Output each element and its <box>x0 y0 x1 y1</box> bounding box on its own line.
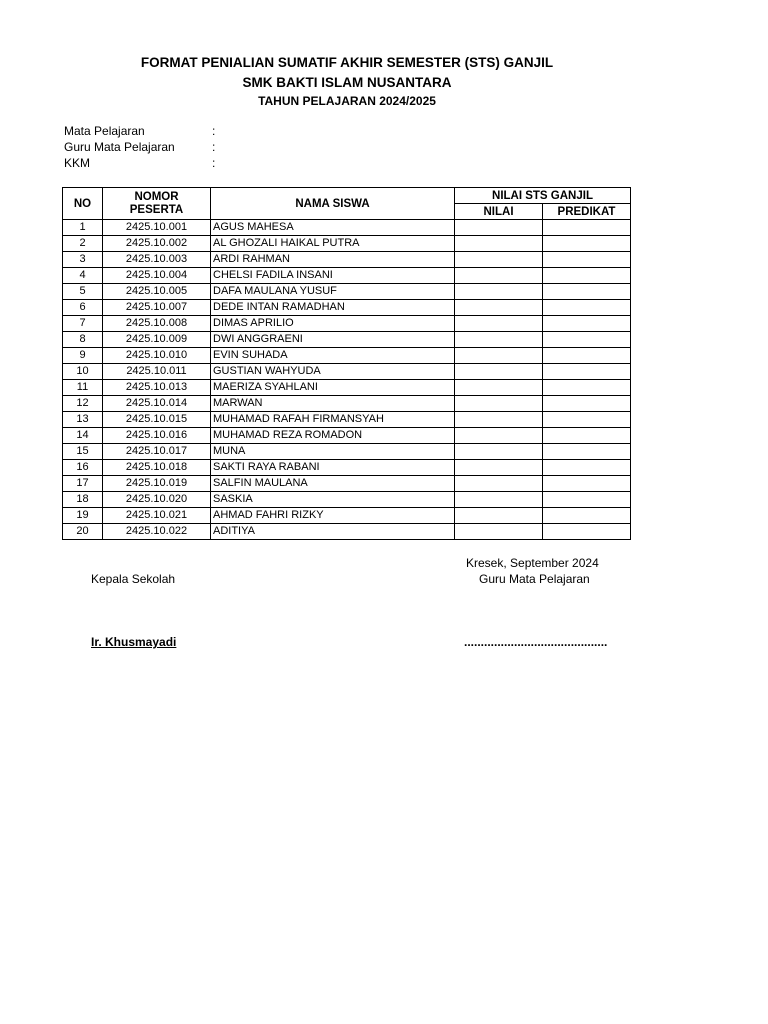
headmaster-name: Ir. Khusmayadi <box>91 635 177 649</box>
row-predikat <box>543 252 631 268</box>
row-no: 19 <box>63 508 103 524</box>
row-predikat <box>543 492 631 508</box>
table-row <box>63 412 631 428</box>
row-nama-siswa: DAFA MAULANA YUSUF <box>211 284 455 300</box>
row-nama-siswa: DIMAS APRILIO <box>211 316 455 332</box>
subject-colon: : <box>212 124 216 138</box>
kkm-colon: : <box>212 156 216 170</box>
row-nilai <box>455 412 543 428</box>
row-nama-siswa: SASKIA <box>211 492 455 508</box>
row-nama-siswa: ARDI RAHMAN <box>211 252 455 268</box>
row-nomor-peserta: 2425.10.001 <box>103 220 211 236</box>
teacher-signature-line: ........................................... <box>464 635 608 649</box>
row-predikat <box>543 524 631 540</box>
row-predikat <box>543 364 631 380</box>
row-nama-siswa: DEDE INTAN RAMADHAN <box>211 300 455 316</box>
table-row <box>63 492 631 508</box>
row-no: 14 <box>63 428 103 444</box>
row-no: 8 <box>63 332 103 348</box>
school-name: SMK BAKTI ISLAM NUSANTARA <box>242 75 452 90</box>
row-nama-siswa: ADITIYA <box>211 524 455 540</box>
teacher-colon: : <box>212 140 216 154</box>
table-row <box>63 348 631 364</box>
row-no: 1 <box>63 220 103 236</box>
row-nilai <box>455 284 543 300</box>
row-predikat <box>543 476 631 492</box>
document-title: FORMAT PENIALIAN SUMATIF AKHIR SEMESTER (STS) GANJIL <box>140 55 554 70</box>
row-nilai <box>455 524 543 540</box>
table-row <box>63 364 631 380</box>
place-date: Kresek, September 2024 <box>466 556 599 570</box>
row-nilai <box>455 332 543 348</box>
table-row <box>63 236 631 252</box>
row-nomor-peserta: 2425.10.015 <box>103 412 211 428</box>
row-nama-siswa: GUSTIAN WAHYUDA <box>211 364 455 380</box>
row-nilai <box>455 364 543 380</box>
row-nama-siswa: DWI ANGGRAENI <box>211 332 455 348</box>
row-nilai <box>455 236 543 252</box>
row-no: 11 <box>63 380 103 396</box>
row-nilai <box>455 396 543 412</box>
row-nama-siswa: AL GHOZALI HAIKAL PUTRA <box>211 236 455 252</box>
row-predikat <box>543 412 631 428</box>
row-no: 7 <box>63 316 103 332</box>
row-nilai <box>455 492 543 508</box>
kkm-label: KKM <box>64 156 91 170</box>
subject-label: Mata Pelajaran <box>64 124 145 138</box>
row-no: 2 <box>63 236 103 252</box>
row-no: 15 <box>63 444 103 460</box>
row-nama-siswa: SAKTI RAYA RABANI <box>211 460 455 476</box>
row-no: 20 <box>63 524 103 540</box>
row-nomor-peserta: 2425.10.021 <box>103 508 211 524</box>
row-nilai <box>455 316 543 332</box>
row-no: 6 <box>63 300 103 316</box>
row-nama-siswa: AHMAD FAHRI RIZKY <box>211 508 455 524</box>
grades-table <box>62 187 631 540</box>
info-teacher <box>64 140 215 154</box>
row-nomor-peserta: 2425.10.019 <box>103 476 211 492</box>
row-no: 3 <box>63 252 103 268</box>
row-nama-siswa: MUHAMAD RAFAH FIRMANSYAH <box>211 412 455 428</box>
row-no: 18 <box>63 492 103 508</box>
row-nomor-peserta: 2425.10.010 <box>103 348 211 364</box>
row-nama-siswa: MUNA <box>211 444 455 460</box>
row-nomor-peserta: 2425.10.022 <box>103 524 211 540</box>
header-nama-siswa: NAMA SISWA <box>211 188 455 220</box>
teacher-signature-label: Guru Mata Pelajaran <box>479 572 590 586</box>
row-no: 5 <box>63 284 103 300</box>
header-nilai: NILAI <box>455 204 543 220</box>
row-nilai <box>455 428 543 444</box>
academic-year: TAHUN PELAJARAN 2024/2025 <box>258 94 436 108</box>
row-predikat <box>543 220 631 236</box>
row-nomor-peserta: 2425.10.011 <box>103 364 211 380</box>
row-nilai <box>455 252 543 268</box>
row-nilai <box>455 444 543 460</box>
row-nilai <box>455 268 543 284</box>
row-predikat <box>543 428 631 444</box>
row-nomor-peserta: 2425.10.004 <box>103 268 211 284</box>
table-row <box>63 428 631 444</box>
row-nama-siswa: AGUS MAHESA <box>211 220 455 236</box>
row-no: 12 <box>63 396 103 412</box>
row-nilai <box>455 348 543 364</box>
row-nama-siswa: MARWAN <box>211 396 455 412</box>
row-predikat <box>543 444 631 460</box>
header-predikat: PREDIKAT <box>543 204 631 220</box>
row-nama-siswa: SALFIN MAULANA <box>211 476 455 492</box>
row-no: 9 <box>63 348 103 364</box>
row-nomor-peserta: 2425.10.016 <box>103 428 211 444</box>
row-nomor-peserta: 2425.10.003 <box>103 252 211 268</box>
row-nama-siswa: MUHAMAD REZA ROMADON <box>211 428 455 444</box>
row-no: 17 <box>63 476 103 492</box>
row-nilai <box>455 380 543 396</box>
header-nilai-group: NILAI STS GANJIL <box>455 188 631 204</box>
header-no: NO <box>63 188 103 220</box>
row-nomor-peserta: 2425.10.017 <box>103 444 211 460</box>
row-nomor-peserta: 2425.10.007 <box>103 300 211 316</box>
table-row <box>63 252 631 268</box>
row-nomor-peserta: 2425.10.014 <box>103 396 211 412</box>
row-no: 16 <box>63 460 103 476</box>
table-row <box>63 476 631 492</box>
row-predikat <box>543 332 631 348</box>
row-nomor-peserta: 2425.10.008 <box>103 316 211 332</box>
row-nama-siswa: MAERIZA SYAHLANI <box>211 380 455 396</box>
row-nomor-peserta: 2425.10.002 <box>103 236 211 252</box>
table-row <box>63 300 631 316</box>
row-predikat <box>543 348 631 364</box>
row-predikat <box>543 316 631 332</box>
row-nomor-peserta: 2425.10.009 <box>103 332 211 348</box>
row-nilai <box>455 508 543 524</box>
table-row <box>63 284 631 300</box>
headmaster-label: Kepala Sekolah <box>91 572 176 586</box>
table-row <box>63 396 631 412</box>
table-row <box>63 332 631 348</box>
row-nilai <box>455 460 543 476</box>
row-no: 10 <box>63 364 103 380</box>
table-row <box>63 524 631 540</box>
row-predikat <box>543 380 631 396</box>
row-no: 13 <box>63 412 103 428</box>
row-predikat <box>543 396 631 412</box>
table-row <box>63 220 631 236</box>
teacher-label: Guru Mata Pelajaran <box>64 140 175 154</box>
row-nilai <box>455 300 543 316</box>
table-row <box>63 268 631 284</box>
row-nilai <box>455 220 543 236</box>
row-no: 4 <box>63 268 103 284</box>
row-predikat <box>543 300 631 316</box>
row-nilai <box>455 476 543 492</box>
row-predikat <box>543 236 631 252</box>
header-nomor-peserta <box>103 188 211 220</box>
row-nomor-peserta: 2425.10.020 <box>103 492 211 508</box>
table-row <box>63 444 631 460</box>
row-predikat <box>543 508 631 524</box>
row-nomor-peserta: 2425.10.018 <box>103 460 211 476</box>
info-subject <box>64 124 215 138</box>
table-row <box>63 508 631 524</box>
row-nomor-peserta: 2425.10.013 <box>103 380 211 396</box>
table-row <box>63 460 631 476</box>
header-nomor-peserta-text: NOMOR PESERTA <box>129 190 184 216</box>
table-row <box>63 316 631 332</box>
table-row <box>63 380 631 396</box>
row-nama-siswa: EVIN SUHADA <box>211 348 455 364</box>
row-predikat <box>543 460 631 476</box>
info-kkm <box>64 156 215 170</box>
row-nomor-peserta: 2425.10.005 <box>103 284 211 300</box>
row-nama-siswa: CHELSI FADILA INSANI <box>211 268 455 284</box>
row-predikat <box>543 268 631 284</box>
row-predikat <box>543 284 631 300</box>
